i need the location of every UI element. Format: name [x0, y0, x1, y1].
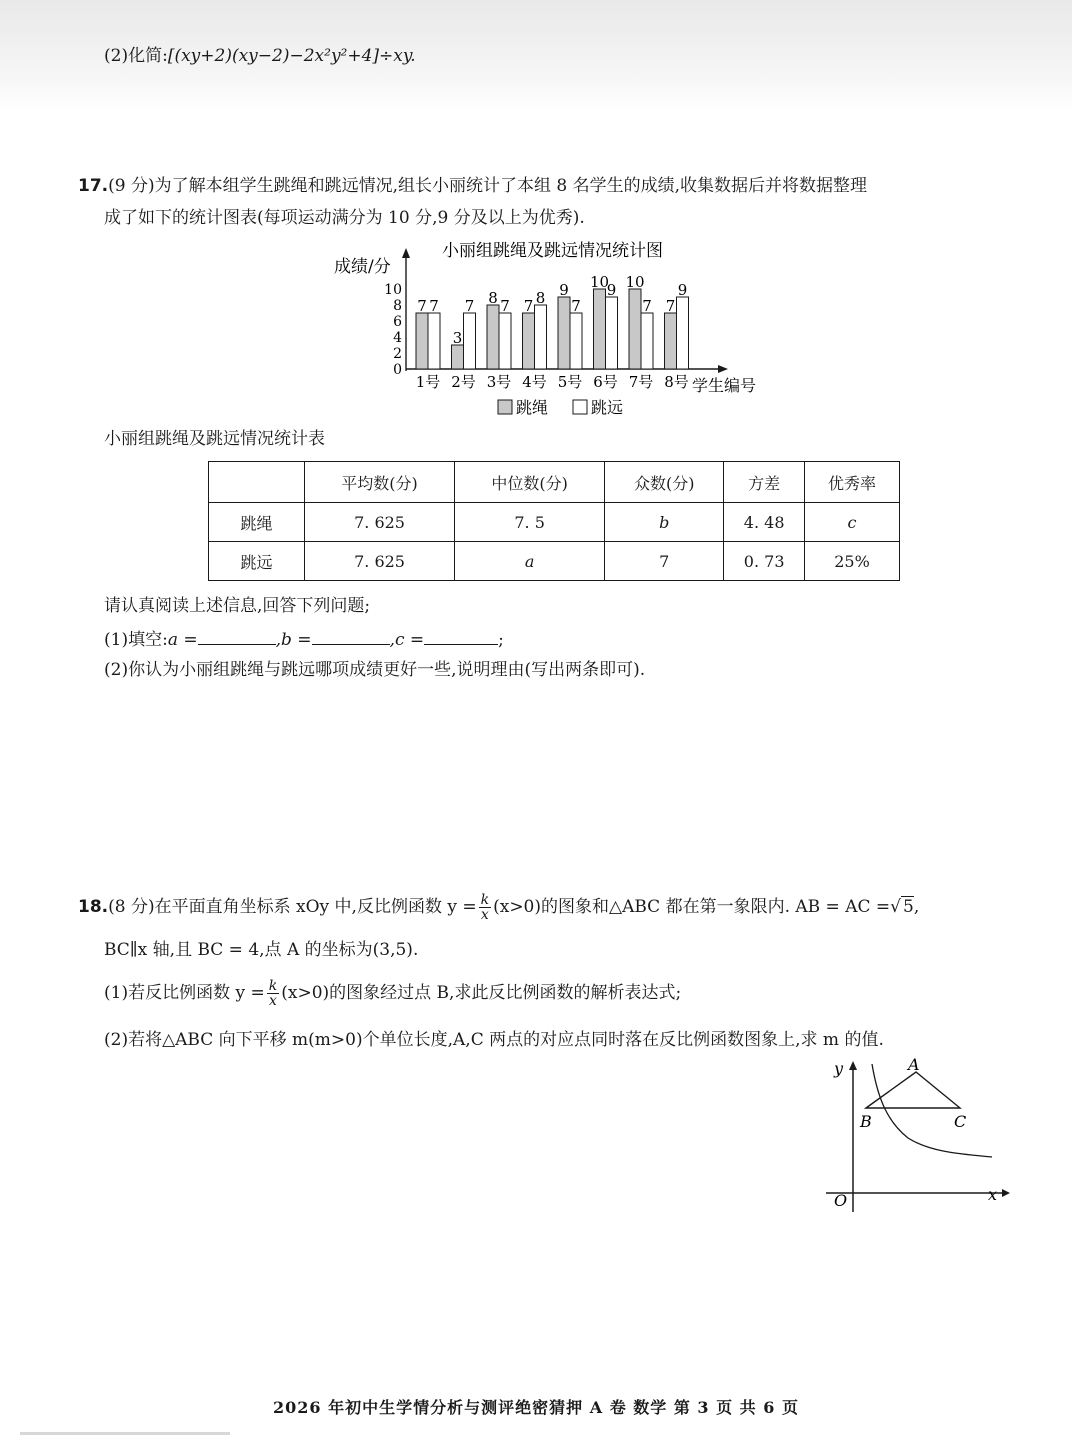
bar-value-label: 9: [677, 281, 688, 299]
q16-part2-expression: [(xy+2)(xy−2)−2x²y²+4]÷xy.: [167, 46, 416, 66]
y-tick-label: 4: [393, 330, 402, 346]
y-tick-label: 10: [384, 282, 402, 298]
bar-value-label: 8: [535, 289, 546, 307]
q18-stem-c: ,: [913, 897, 920, 917]
q17-blank-b-label: ,b =: [275, 630, 312, 650]
y-tick-label: 2: [393, 346, 402, 362]
table-row: [209, 542, 900, 581]
table-cell: 7. 625: [305, 503, 455, 542]
q18-stem-line2: BC∥x 轴,且 BC = 4,点 A 的坐标为(3,5).: [104, 940, 419, 960]
sqrt-radicand: 5: [902, 897, 914, 917]
q17-line1: [78, 174, 867, 198]
q17-blank-c-label: ,c =: [389, 630, 425, 650]
point-b-label: B: [860, 1112, 872, 1131]
x-axis-label: 学生编号: [692, 376, 757, 395]
q18-stem-b: (x>0)的图象和△ABC 都在第一象限内. AB = AC =: [493, 897, 891, 917]
bar-value-label: 7: [665, 297, 676, 315]
fraction-denominator: x: [269, 993, 277, 1009]
bar: [629, 289, 641, 369]
legend-swatch: [573, 400, 587, 414]
bar-value-label: 9: [606, 281, 617, 299]
bar-value-label: 3: [452, 329, 463, 347]
table-cell: 7. 5: [455, 503, 605, 542]
bar-value-label: 7: [429, 297, 439, 315]
bar: [558, 297, 570, 369]
bar: [452, 345, 464, 369]
q18-line1: [78, 892, 919, 922]
x-tick-label: 6号: [593, 373, 618, 391]
blank-b[interactable]: [312, 626, 390, 645]
table-header-cell: 中位数(分): [455, 462, 605, 503]
q18-part1-b: (x>0)的图象经过点 B,求此反比例函数的解析表达式;: [281, 983, 682, 1003]
bar-value-label: 10: [625, 273, 645, 291]
bar: [677, 297, 689, 369]
q18-stem-a: (8 分)在平面直角坐标系 xOy 中,反比例函数 y =: [108, 897, 477, 917]
legend-label: 跳远: [591, 398, 624, 417]
y-axis-label: y: [834, 1059, 844, 1078]
table-cell: a: [455, 542, 605, 581]
bar: [665, 313, 677, 369]
fraction-k-over-x: [479, 893, 491, 922]
legend-label: 跳绳: [516, 398, 549, 417]
x-tick-label: 8号: [664, 373, 689, 391]
y-axis-label: 成绩/分: [334, 257, 391, 277]
q18-part2: (2)若将△ABC 向下平移 m(m>0)个单位长度,A,C 两点的对应点同时落在反比例函数图象上,求 m 的值.: [104, 1030, 884, 1050]
page-footer: 2026 年初中生学情分析与测评绝密猜押 A 卷 数学 第 3 页 共 6 页: [273, 1398, 799, 1417]
q18-part1-a: (1)若反比例函数 y =: [104, 983, 265, 1003]
q17-stem-line2: 成了如下的统计图表(每项运动满分为 10 分,9 分及以上为优秀).: [104, 208, 585, 228]
x-tick-label: 4号: [522, 373, 547, 391]
q17-number: 17.: [78, 176, 109, 196]
table-cell: c: [805, 503, 900, 542]
bar: [499, 313, 511, 369]
table-row: [209, 503, 900, 542]
bar-value-label: 7: [571, 297, 581, 315]
blank-a[interactable]: [198, 626, 276, 645]
x-axis-label: x: [988, 1185, 998, 1204]
table-cell: 7: [605, 542, 724, 581]
bar-value-label: 7: [500, 297, 510, 315]
chart-title: 小丽组跳绳及跳远情况统计图: [442, 241, 663, 261]
bar-value-label: 7: [464, 297, 475, 315]
q16-part2: [104, 44, 416, 68]
fraction-numerator: k: [480, 892, 490, 908]
x-axis-arrow-icon: [718, 365, 728, 373]
bar: [416, 313, 428, 369]
origin-label: O: [834, 1191, 848, 1210]
bar: [464, 313, 476, 369]
bar: [535, 305, 547, 369]
y-axis-arrow-icon: [849, 1061, 857, 1070]
blank-c[interactable]: [424, 626, 498, 645]
x-axis-arrow-icon: [1002, 1189, 1010, 1197]
bar-value-label: 7: [642, 297, 652, 315]
table-header-cell: 平均数(分): [305, 462, 455, 503]
point-c-label: C: [954, 1112, 967, 1131]
bar-chart: [320, 234, 790, 424]
fraction-numerator: k: [268, 978, 278, 994]
q17-part2: (2)你认为小丽组跳绳与跳远哪项成绩更好一些,说明理由(写出两条即可).: [104, 660, 646, 680]
table-cell: b: [605, 503, 724, 542]
table-cell: 跳远: [209, 542, 305, 581]
q17-part1-end: ;: [498, 630, 504, 650]
y-tick-label: 8: [393, 298, 402, 314]
q17-prompt: 请认真阅读上述信息,回答下列问题;: [104, 596, 371, 616]
stats-table: [208, 461, 900, 581]
x-tick-label: 5号: [557, 373, 583, 391]
bar: [428, 313, 440, 369]
fraction-k-over-x: [267, 979, 279, 1008]
hyperbola-curve: [872, 1064, 992, 1157]
q16-part2-prefix: (2)化简:: [104, 46, 168, 66]
bar: [641, 313, 653, 369]
x-tick-label: 1号: [415, 373, 441, 391]
y-tick-label: 6: [393, 314, 402, 330]
bar-value-label: 7: [417, 297, 427, 315]
table-header-cell: [209, 462, 305, 503]
q17-blank-a-label: a =: [167, 630, 198, 650]
x-tick-label: 2号: [451, 373, 476, 391]
x-tick-label: 3号: [486, 373, 512, 391]
table-header-cell: 优秀率: [805, 462, 900, 503]
bar-value-label: 10: [589, 273, 610, 291]
table-cell: 7. 625: [305, 542, 455, 581]
bar: [594, 289, 606, 369]
table-header-cell: 方差: [724, 462, 805, 503]
q17-stem-line1: (9 分)为了解本组学生跳绳和跳远情况,组长小丽统计了本组 8 名学生的成绩,收集数据后并将数据整理: [108, 176, 868, 196]
x-tick-label: 7号: [628, 373, 654, 391]
table-header-row: [209, 462, 900, 503]
bar: [570, 313, 582, 369]
sqrt-symbol: √: [890, 897, 901, 917]
point-a-label: A: [908, 1055, 920, 1074]
bar: [606, 297, 618, 369]
q17-part1-prefix: (1)填空:: [104, 630, 168, 650]
table-header-cell: 众数(分): [605, 462, 724, 503]
table-cell: 4. 48: [724, 503, 805, 542]
stats-table-title: 小丽组跳绳及跳远情况统计表: [104, 429, 325, 449]
triangle-abc: [866, 1072, 960, 1108]
bar-value-label: 9: [559, 281, 569, 299]
q18-coordinate-figure: [820, 1050, 1010, 1220]
q18-part1: [104, 978, 681, 1008]
table-cell: 跳绳: [209, 503, 305, 542]
table-cell: 25%: [805, 542, 900, 581]
bar: [487, 305, 499, 369]
bottom-rule: [20, 1432, 230, 1435]
q18-number: 18.: [78, 897, 109, 917]
bar: [523, 313, 535, 369]
q17-part1: [104, 626, 504, 652]
bar-value-label: 8: [488, 289, 498, 307]
legend-swatch: [498, 400, 512, 414]
table-cell: 0. 73: [724, 542, 805, 581]
y-tick-label: 0: [393, 362, 402, 378]
fraction-denominator: x: [480, 907, 489, 923]
bar-value-label: 7: [523, 297, 534, 315]
y-axis-arrow-icon: [402, 248, 410, 258]
